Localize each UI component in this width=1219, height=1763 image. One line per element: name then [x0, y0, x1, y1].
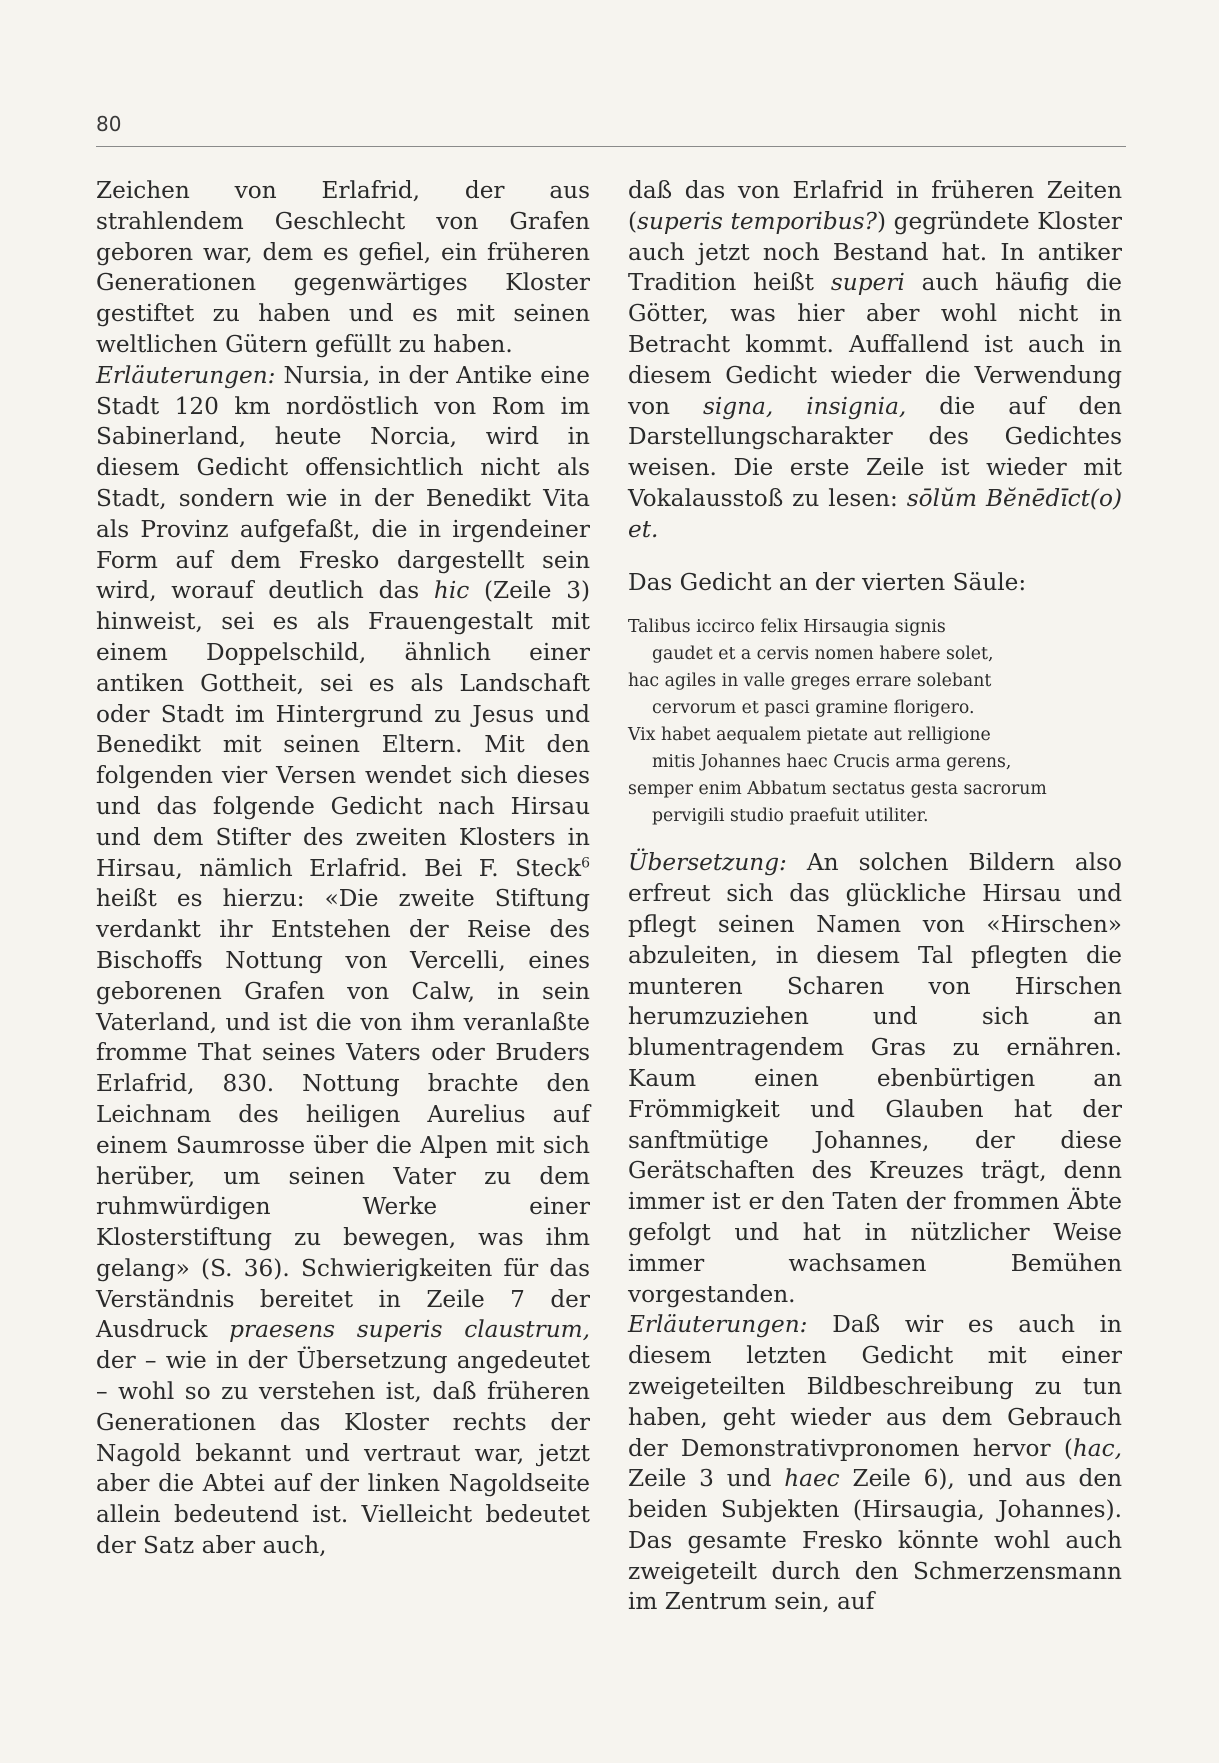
- poem-line: cervorum et pasci gramine florigero.: [652, 698, 975, 719]
- commentary-label: Erläuterungen:: [628, 1311, 808, 1339]
- poem-line: mitis Johannes haec Crucis arma gerens,: [652, 752, 1012, 773]
- left-column: [96, 176, 590, 1562]
- poem-line: semper enim Abbatum sectatus gesta sacrorum: [628, 779, 1047, 800]
- poem-line: pervigili studio praefuit utiliter.: [652, 806, 929, 827]
- paragraph-translation: Übersetzung: An solchen Bildern also erfreut sich das glückliche Hirsau und pflegt seinen Namen von «Hirschen» abzuleiten, in diesem Tal pflegten die munteren Scharen von Hirschen herumzuziehen und sich an blumentragendem Gras zu ernähren. Kaum einen ebenbürtigen an Frömmigkeit und Glauben hat der sanftmütige Johannes, der diese Gerätschaften des Kreuzes trägt, denn immer ist er den Taten der frommen Äbte gefolgt und hat in nützlicher Weise immer wachsamen Bemühen vorgestanden.: [628, 849, 1122, 1308]
- poem-line: hac agiles in valle greges errare solebant: [628, 671, 992, 692]
- right-column: [628, 176, 1122, 1618]
- section-heading: Das Gedicht an der vierten Säule:: [628, 568, 1027, 596]
- commentary-label: Erläuterungen:: [96, 361, 276, 389]
- paragraph-commentary-2: Erläuterungen: Daß wir es auch in diesem letzten Gedicht mit einer zweigeteilten Bildbeschreibung zu tun haben, geht wieder aus dem Gebrauch der Demonstrativpronomen hervor (hac, Zeile 3 und haec Zeile 6), und aus den beiden Subjekten (Hirsaugia, Johannes). Das gesamte Fresko könnte wohl auch zweigeteilt durch den Schmerzensmann im Zentrum sein, auf: [628, 1311, 1123, 1616]
- paragraph-commentary: Erläuterungen: Nursia, in der Antike eine Stadt 120 km nordöstlich von Rom im Sabinerland, heute Norcia, wird in diesem Gedicht offensichtlich nicht als Stadt, sondern wie in der Benedikt Vita als Provinz aufgefaßt, die in irgendeiner Form auf dem Fresko dargestellt sein wird, worauf deutlich das hic (Zeile 3) hinweist, sei es als Frauengestalt mit einem Doppelschild, ähnlich einer antiken Gottheit, sei es als Landschaft oder Stadt im Hintergrund zu Jesus und Benedikt mit seinen Eltern. Mit den folgenden vier Versen wendet sich dieses und das folgende Gedicht nach Hirsau und dem Stifter des zweiten Klosters in Hirsau, nämlich Erlafrid. Bei F. Steck$^6$ heißt es hierzu: «Die zweite Stiftung verdankt ihr Entstehen der Reise des Bischoffs Nottung von Vercelli, eines geborenen Grafen von Calw, in sein Vaterland, und ist die von ihm veranlaßte fromme That seines Vaters oder Bruders Erlafrid, 830. Nottung brachte den Leichnam des heiligen Aurelius auf einem Saumrosse über die Alpen mit sich herüber, um seinen Vater zu dem ruhmwürdigen Werke einer Klosterstiftung zu bewegen, was ihm gelang» (S. 36). Schwierigkeiten für das Verständnis bereitet in Zeile 7 der Ausdruck praesens superis claustrum, der – wie in der Übersetzung angedeutet – wohl so zu verstehen ist, daß früheren Generationen das Kloster rechts der Nagold bekannt und vertraut war, jetzt aber die Abtei auf der linken Nagoldseite allein bedeutend ist. Vielleicht bedeutet der Satz aber auch,: [96, 361, 590, 1560]
- page-number: 80: [96, 112, 122, 136]
- poem-line: Vix habet aequalem pietate aut relligione: [628, 725, 991, 746]
- footnote-marker: 6: [581, 854, 590, 871]
- paragraph-continuation: daß das von Erlafrid in früheren Zeiten (superis temporibus?) gegründete Kloster auch jetzt noch Bestand hat. In antiker Tradition heißt superi auch häufig die Götter, was hier aber wohl nicht in Betracht kommt. Auffallend ist auch in diesem Gedicht wieder die Verwendung von signa, insignia, die auf den Darstellungscharakter des Gedichtes weisen. Die erste Zeile ist wieder mit Vokalausstoß zu lesen: sōlŭm Bĕnēdīct(o) et.: [628, 177, 1123, 543]
- poem-line: gaudet et a cervis nomen habere solet,: [652, 644, 994, 665]
- header-rule: [96, 146, 1126, 147]
- latin-poem: [628, 614, 1122, 830]
- translation-label: Übersetzung:: [628, 849, 787, 877]
- poem-line: Talibus iccirco felix Hirsaugia signis: [628, 617, 946, 638]
- paragraph-translation-end: Zeichen von Erlafrid, der aus strahlendem Geschlecht von Grafen geboren war, dem es gefiel, ein früheren Generationen gegenwärtiges Kloster gestiftet zu haben und es mit seinen weltlichen Gütern gefüllt zu haben.: [96, 177, 590, 358]
